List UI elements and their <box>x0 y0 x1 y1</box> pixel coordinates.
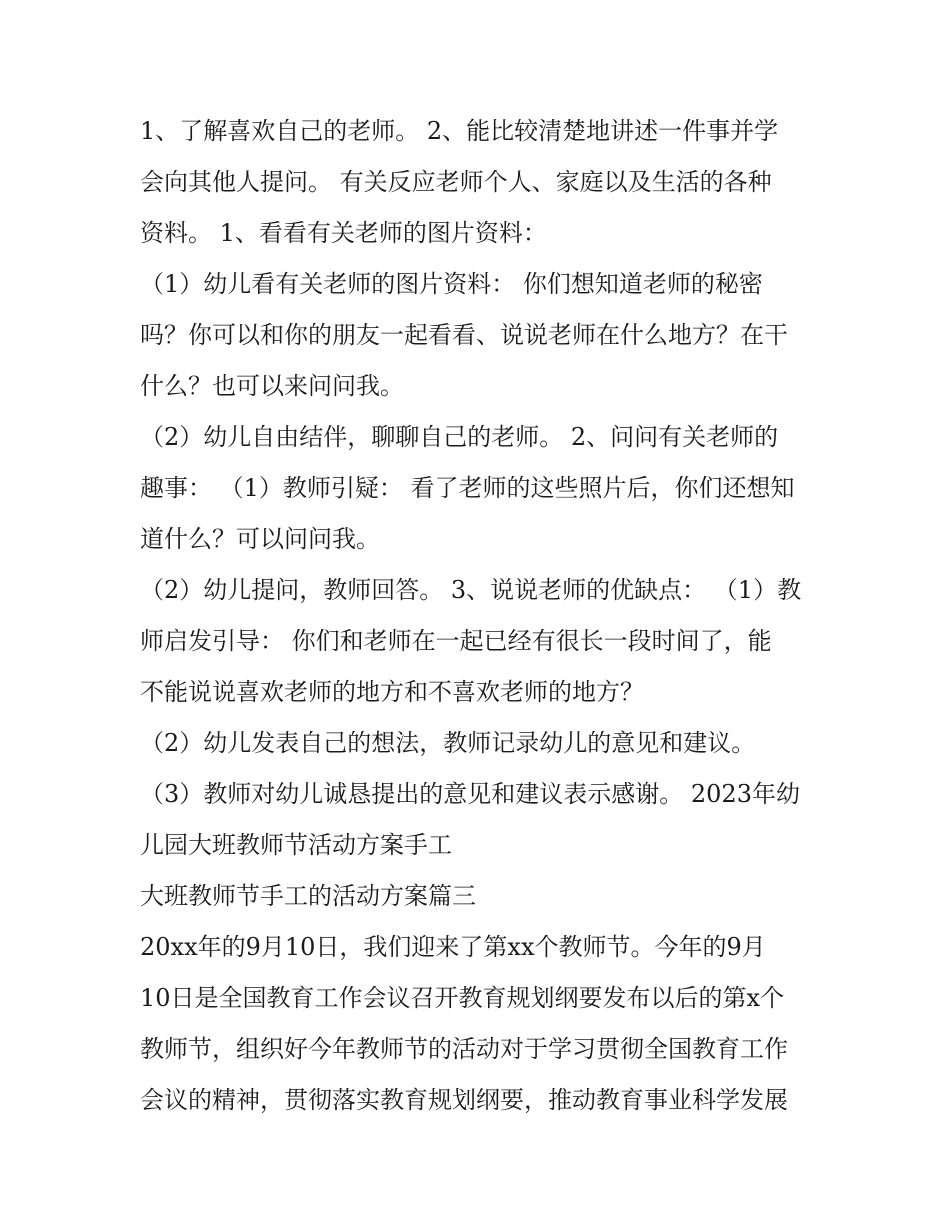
text-line-13: （2）幼儿发表自己的想法，教师记录幼儿的意见和建议。 <box>140 729 756 757</box>
text-line-5: 吗？你可以和你的朋友一起看看、说说老师在什么地方？在干 <box>140 321 788 349</box>
text-line-11: 师启发引导： 你们和老师在一起已经有很长一段时间了，能 <box>140 627 772 655</box>
text-line-4: （1）幼儿看有关老师的图片资料： 你们想知道老师的秘密 <box>140 270 763 298</box>
text-line-17: 20xx年的9月10日，我们迎来了第xx个教师节。今年的9月 <box>140 933 766 961</box>
text-line-15: 儿园大班教师节活动方案手工 <box>140 831 452 859</box>
text-line-3: 资料。 1、看看有关老师的图片资料： <box>140 219 547 247</box>
text-line-9: 道什么？可以问问我。 <box>140 525 380 553</box>
text-line-1: 1、了解喜欢自己的老师。 2、能比较清楚地讲述一件事并学 <box>140 117 779 145</box>
text-line-8: 趣事： （1）教师引疑： 看了老师的这些照片后，你们还想知 <box>140 474 795 502</box>
text-line-2: 会向其他人提问。 有关反应老师个人、家庭以及生活的各种 <box>140 168 772 196</box>
text-line-7: （2）幼儿自由结伴，聊聊自己的老师。 2、问问有关老师的 <box>140 423 779 451</box>
text-line-12: 不能说说喜欢老师的地方和不喜欢老师的地方？ <box>140 678 644 706</box>
text-line-19: 教师节，组织好今年教师节的活动对于学习贯彻全国教育工作 <box>140 1035 788 1063</box>
text-line-18: 10日是全国教育工作会议召开教育规划纲要发布以后的第x个 <box>140 984 785 1012</box>
text-line-10: （2）幼儿提问，教师回答。 3、说说老师的优缺点： （1）教 <box>140 576 802 604</box>
document-body <box>140 106 820 1126</box>
section-heading: 大班教师节手工的活动方案篇三 <box>140 882 476 910</box>
text-line-14: （3）教师对幼儿诚恳提出的意见和建议表示感谢。 2023年幼 <box>140 780 800 808</box>
text-line-20: 会议的精神，贯彻落实教育规划纲要，推动教育事业科学发展 <box>140 1086 788 1114</box>
text-line-6: 什么？也可以来问问我。 <box>140 372 404 400</box>
